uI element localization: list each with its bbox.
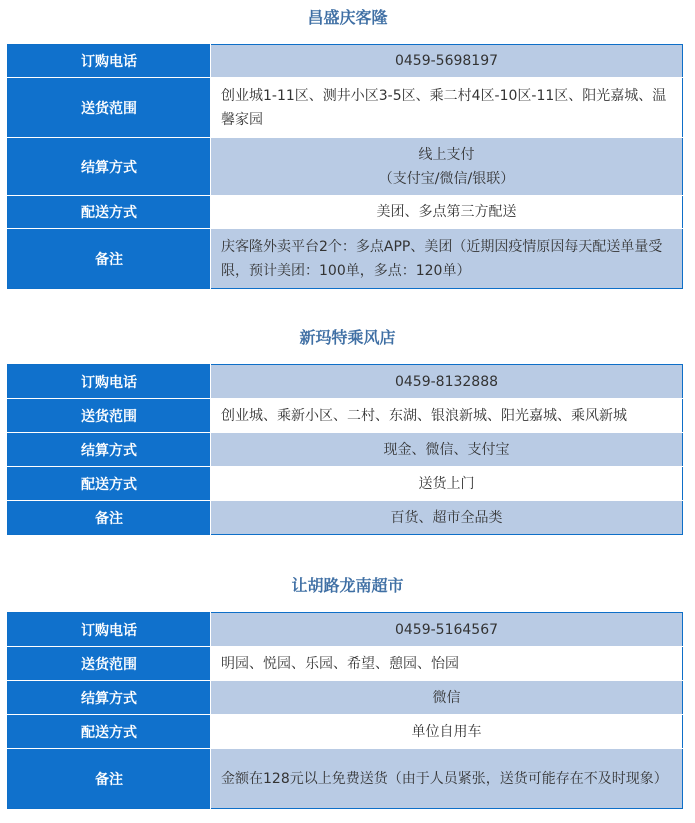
value-line: 0459-5164567: [394, 621, 499, 638]
table-row: [8, 365, 683, 399]
value-line: 微信: [432, 689, 461, 706]
delivery-range-value: [211, 78, 683, 138]
table-row: [8, 196, 683, 229]
payment-value: [211, 433, 683, 467]
notes-value: [211, 749, 683, 809]
value-line: 创业城、乘新小区、二村、东湖、银浪新城、阳光嘉城、乘风新城: [221, 407, 627, 424]
store-info-table: [7, 44, 683, 289]
table-row: [8, 467, 683, 501]
payment-value: [211, 681, 683, 715]
row-label-payment: 结算方式: [8, 681, 211, 715]
store-title: 让胡路龙南超市: [291, 576, 404, 595]
row-label-delivery-method: 配送方式: [8, 467, 211, 501]
table-row: [8, 45, 683, 78]
value-line: 创业城1-11区、测井小区3-5区、乘二村4区-10区-11区、阳光嘉城、温馨家园: [221, 87, 667, 128]
value-line: 百货、超市全品类: [390, 509, 503, 526]
row-label-delivery-range: 送货范围: [8, 647, 211, 681]
value-line: 庆客隆外卖平台2个：多点APP、美团（近期因疫情原因每天配送单量受限，预计美团：100单，多点：120单）: [221, 238, 663, 279]
row-label-delivery-method: 配送方式: [8, 196, 211, 229]
delivery-range-value: [211, 399, 683, 433]
store-info-table: [7, 612, 683, 809]
value-line: 金额在128元以上免费送货（由于人员紧张，送货可能存在不及时现象）: [221, 770, 668, 787]
store-title: 昌盛庆客隆: [307, 8, 388, 27]
table-row: [8, 229, 683, 289]
table-row: [8, 433, 683, 467]
value-line: 明园、悦园、乐园、希望、憩园、怡园: [221, 655, 459, 672]
delivery-method-value: [211, 196, 683, 229]
row-label-notes: 备注: [8, 501, 211, 535]
store-title: 新玛特乘风店: [299, 328, 396, 347]
delivery-method-value: [211, 715, 683, 749]
value-line: 送货上门: [418, 475, 475, 492]
table-row: [8, 78, 683, 138]
row-label-delivery-range: 送货范围: [8, 399, 211, 433]
table-row: [8, 681, 683, 715]
value-line: （支付宝/微信/银联）: [378, 170, 515, 187]
row-label-delivery-range: 送货范围: [8, 78, 211, 138]
table-row: [8, 749, 683, 809]
row-label-phone: 订购电话: [8, 45, 211, 78]
delivery-method-value: [211, 467, 683, 501]
row-label-delivery-method: 配送方式: [8, 715, 211, 749]
value-line: 0459-8132888: [394, 373, 499, 390]
notes-value: [211, 229, 683, 289]
phone-value: [211, 365, 683, 399]
row-label-payment: 结算方式: [8, 433, 211, 467]
row-label-notes: 备注: [8, 749, 211, 809]
store-info-table: [7, 364, 683, 535]
payment-value: [211, 138, 683, 196]
table-row: [8, 647, 683, 681]
value-line: 现金、微信、支付宝: [383, 441, 510, 458]
table-row: [8, 613, 683, 647]
row-label-phone: 订购电话: [8, 365, 211, 399]
row-label-payment: 结算方式: [8, 138, 211, 196]
value-line: 单位自用车: [411, 723, 482, 740]
row-label-notes: 备注: [8, 229, 211, 289]
row-label-phone: 订购电话: [8, 613, 211, 647]
phone-value: [211, 45, 683, 78]
value-line: 线上支付: [418, 146, 475, 163]
phone-value: [211, 613, 683, 647]
value-line: 美团、多点第三方配送: [376, 204, 517, 220]
table-row: [8, 399, 683, 433]
notes-value: [211, 501, 683, 535]
value-line: 0459-5698197: [394, 53, 499, 69]
delivery-range-value: [211, 647, 683, 681]
table-row: [8, 138, 683, 196]
table-row: [8, 501, 683, 535]
table-row: [8, 715, 683, 749]
